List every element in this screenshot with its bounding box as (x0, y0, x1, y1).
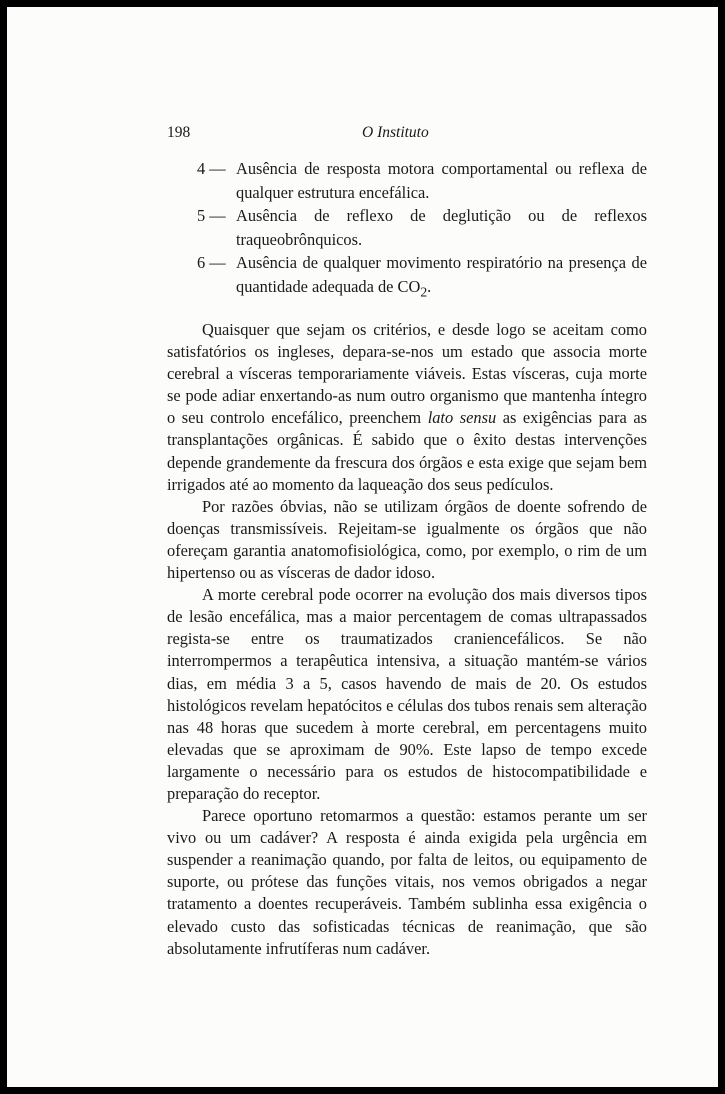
paragraph-1-end: as exigências para as transplantações orgânicas. É sabido que o êxito destas intervenções depende grandemente da frescura dos órgãos e esta exige que sejam bem irrigados até ao momento da laqueação dos seus pedículos. (167, 408, 647, 494)
paragraph-1-start: Quaisquer que sejam os critérios, e desde logo se aceitam como satisfatórios os ingleses, depara-se-nos um estado que associa morte cerebral a vísceras temporariamente viáveis. Estas vísceras, cuja morte se pode adiar enxertando-as num outro organismo que mantenha íntegro o seu controlo encefálico, preenchem (167, 320, 647, 428)
criterion-text: Ausência de resposta motora comportamental ou reflexa de qualquer estrutura encefálica. (236, 159, 647, 202)
criterion-number: 5 — (197, 206, 226, 225)
criterion-item (197, 251, 647, 303)
criterion-number: 4 — (197, 159, 226, 178)
paragraph-4: Parece oportuno retomarmos a questão: estamos perante um ser vivo ou um cadáver? A resposta é ainda exigida pela urgência em suspender a reanimação quando, por falta de leitos, ou equipamento de suporte, ou prótese das funções vitais, nos vemos obrigados a negar tratamento a doentes recuperáveis. Também sublinha essa exigência o elevado custo das sofisticadas técnicas de reanimação, que são absolutamente infrutíferas num cadáver. (167, 806, 647, 958)
criterion-text: Ausência de reflexo de deglutição ou de reflexos traqueobrônquicos. (236, 206, 647, 249)
criterion-item (197, 204, 647, 251)
body-text (167, 319, 647, 960)
criteria-list (197, 157, 647, 303)
page-number: 198 (167, 124, 191, 141)
criterion-number: 6 — (197, 253, 226, 272)
book-page (7, 7, 718, 1087)
paragraph-1 (167, 319, 647, 496)
co2-subscript: 2 (420, 283, 428, 299)
criterion-text-main: Ausência de qualquer movimento respiratório na presença de quantidade adequada de CO (236, 253, 647, 296)
criterion-text-end: . (427, 276, 432, 296)
criterion-item (197, 157, 647, 204)
paragraph-3: A morte cerebral pode ocorrer na evolução dos mais diversos tipos de lesão encefálica, mas a maior percentagem de comas ultrapassados regista-se entre os traumatizados craniencefálicos. Se não interrompermos a terapêutica intensiva, a situação mantém-se vários dias, em média 3 a 5, casos havendo de mais de 20. Os estudos histológicos revelam hepatócitos e células dos tubos renais sem alteração nas 48 horas que sucedem à morte cerebral, em percentagens muito elevadas que se aproximam de 90%. Este lapso de tempo excede largamente o necessário para os estudos de histocompatibilidade e preparação do receptor. (167, 585, 647, 803)
criterion-text (236, 251, 647, 303)
latin-phrase: lato sensu (427, 408, 497, 428)
running-title: O Instituto (362, 124, 429, 141)
paragraph-2: Por razões óbvias, não se utilizam órgãos de doente sofrendo de doenças transmissíveis. Rejeitam-se igualmente os órgãos que não ofereçam garantia anatomofisiológica, como, por exemplo, o rim de um hipertenso ou as vísceras de dador idoso. (167, 496, 647, 583)
